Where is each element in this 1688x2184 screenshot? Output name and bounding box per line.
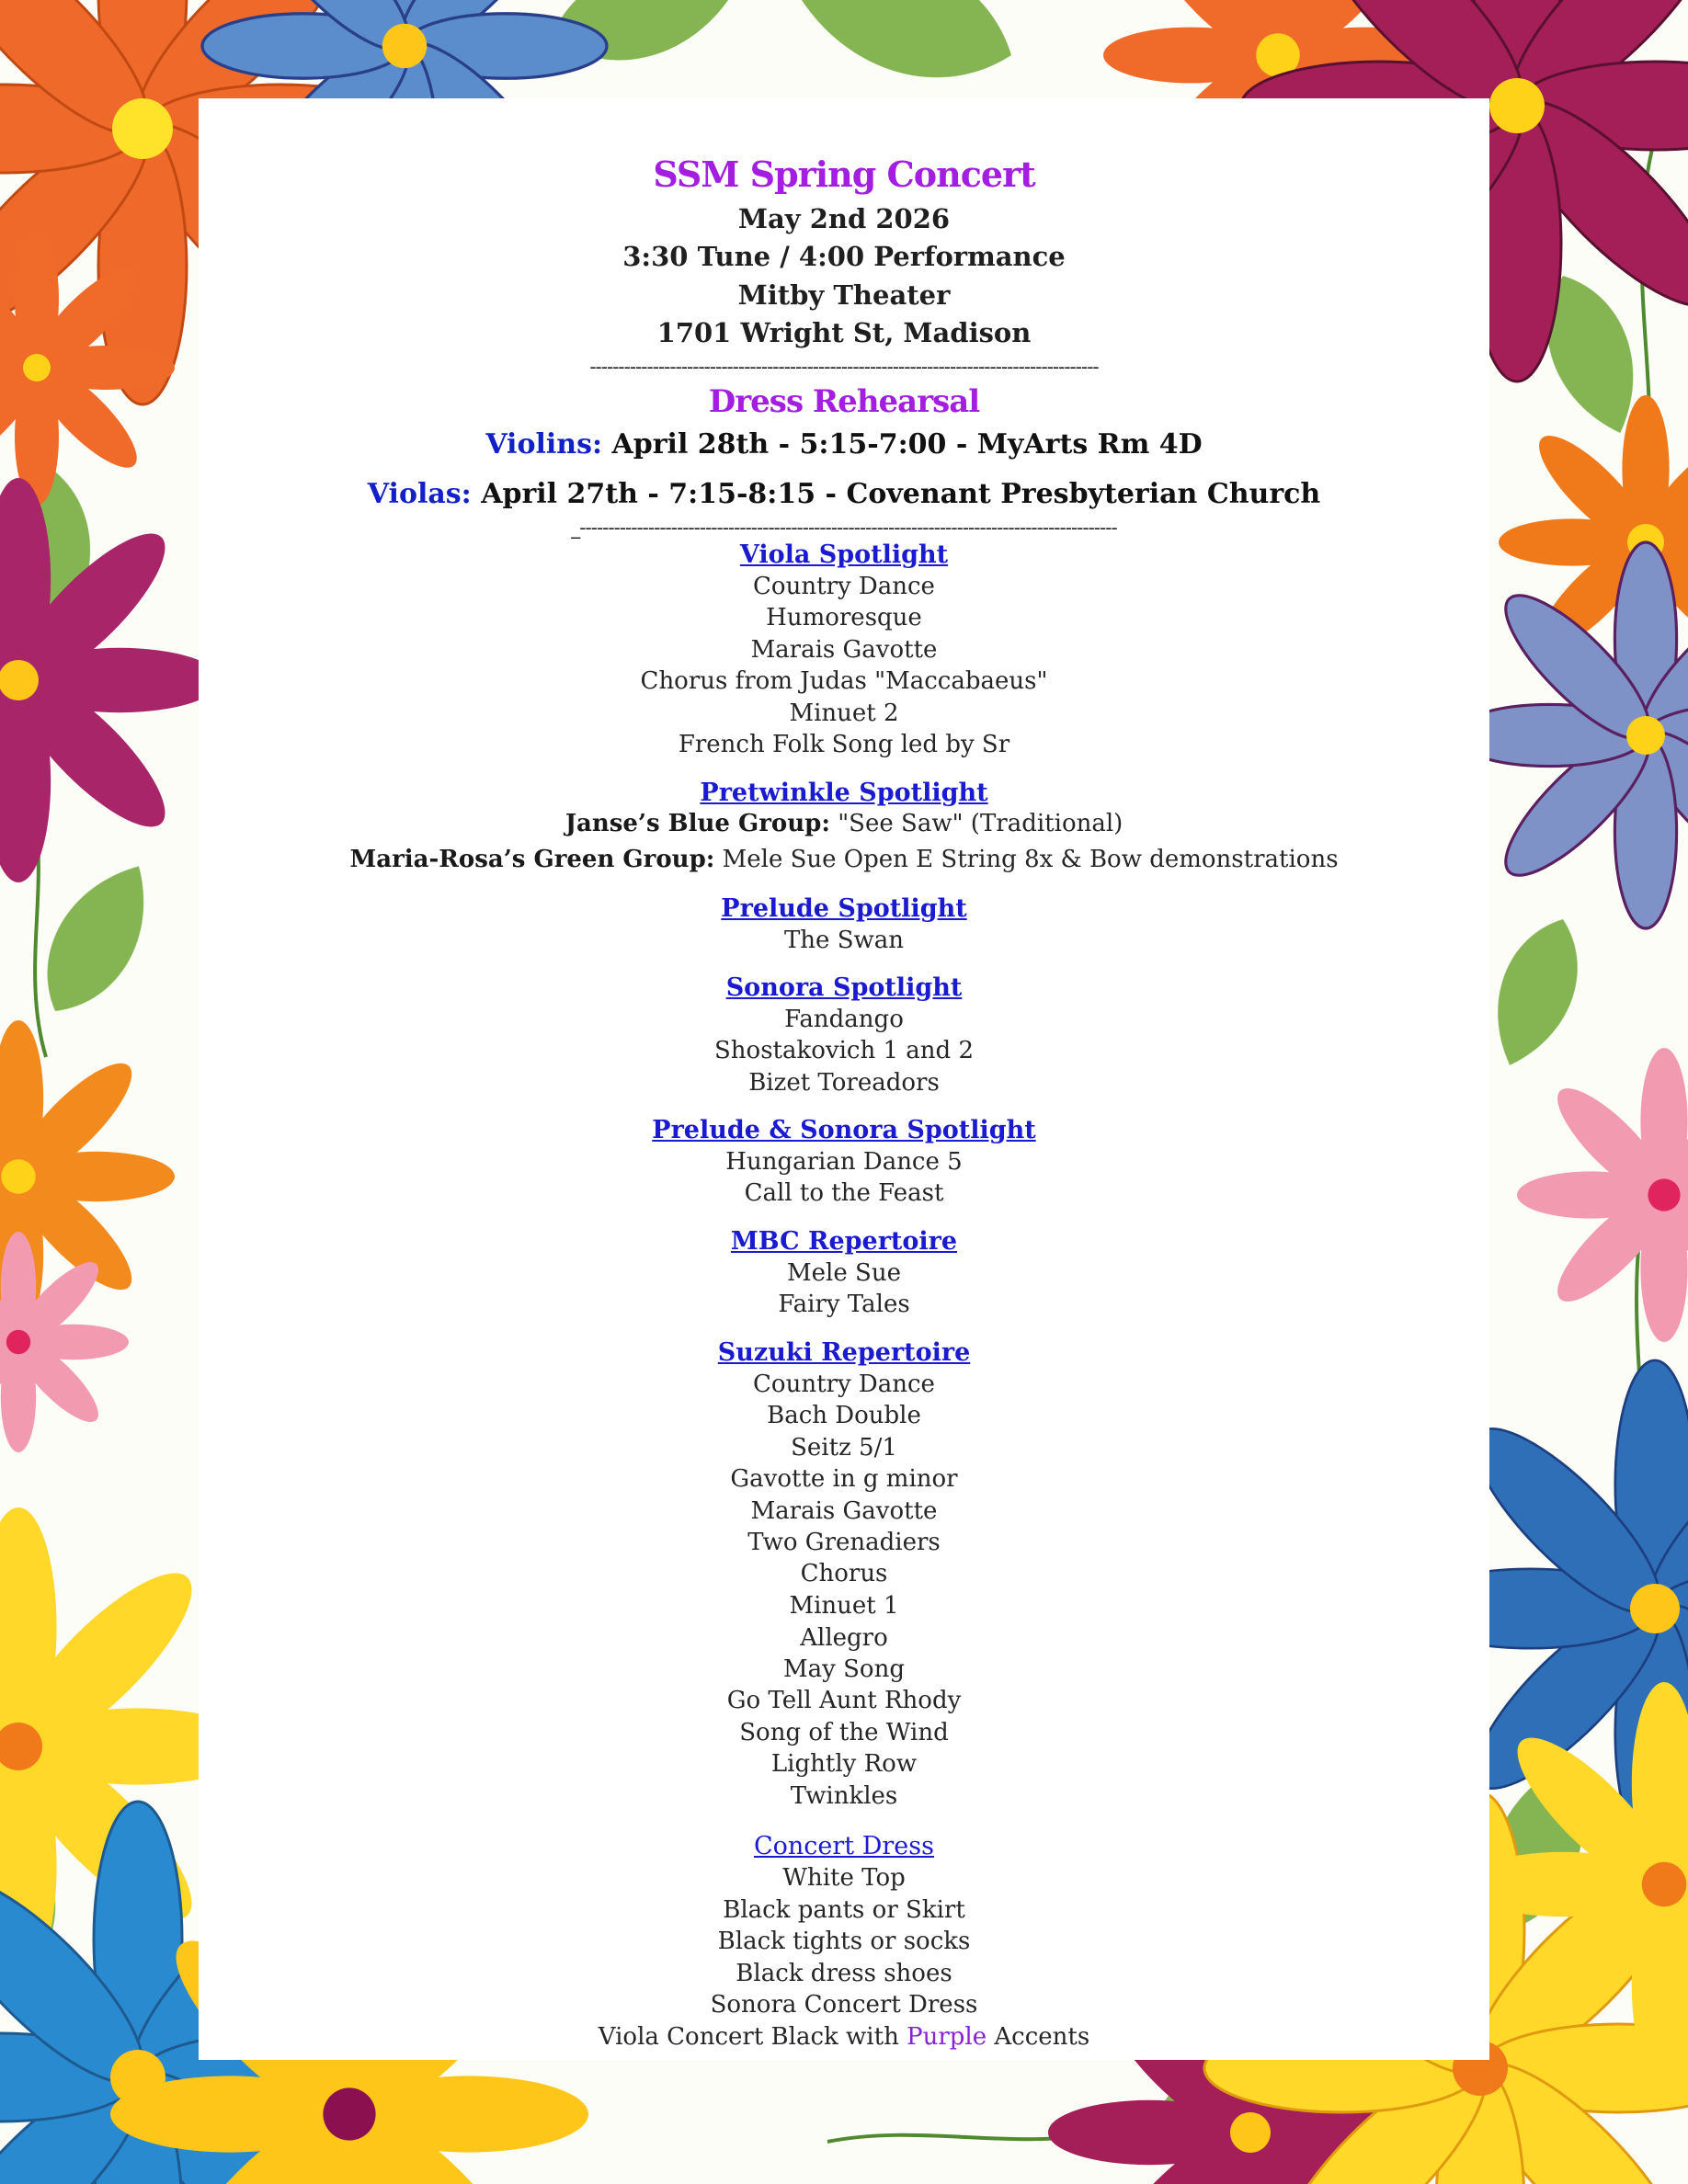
divider-2: _---------------------------------------------------------------------------------------------- xyxy=(571,517,1117,539)
list-item: May Song xyxy=(783,1655,905,1683)
rehearsal-title: Dress Rehearsal xyxy=(708,383,980,420)
list-item: Chorus from Judas "Maccabaeus" xyxy=(640,667,1048,695)
list-item: Country Dance xyxy=(753,573,935,600)
list-item: Minuet 2 xyxy=(789,700,899,727)
concert-venue: Mitby Theater xyxy=(737,279,951,311)
list-item: Country Dance xyxy=(753,1371,935,1398)
list-item: The Swan xyxy=(783,927,905,954)
concert-time: 3:30 Tune / 4:00 Performance xyxy=(622,241,1066,272)
viola-spotlight-heading[interactable]: Viola Spotlight xyxy=(739,540,949,569)
list-item: Seitz 5/1 xyxy=(791,1434,897,1462)
list-item xyxy=(199,2023,1489,2051)
green-group-label: Maria-Rosa’s Green Group: xyxy=(349,846,715,873)
violins-label: Violins: xyxy=(485,428,603,461)
blue-group-text: "See Saw" (Traditional) xyxy=(829,810,1123,837)
pretwinkle-blue-group xyxy=(199,810,1489,837)
list-item: Humoresque xyxy=(766,604,922,631)
rehearsal-violins xyxy=(199,428,1489,461)
mbc-repertoire-heading[interactable]: MBC Repertoire xyxy=(730,1227,958,1256)
concert-date: May 2nd 2026 xyxy=(737,203,951,234)
prelude-sonora-spotlight-heading[interactable]: Prelude & Sonora Spotlight xyxy=(652,1116,1036,1144)
prelude-spotlight-heading[interactable]: Prelude Spotlight xyxy=(721,894,967,923)
list-item: Black dress shoes xyxy=(736,1960,952,1987)
list-item: Twinkles xyxy=(790,1782,898,1810)
list-item: Chorus xyxy=(800,1560,888,1587)
list-item: Call to the Feast xyxy=(744,1179,944,1207)
suzuki-repertoire-heading[interactable]: Suzuki Repertoire xyxy=(717,1338,971,1367)
blue-group-label: Janse’s Blue Group: xyxy=(565,810,830,837)
list-item: Bizet Toreadors xyxy=(748,1069,940,1097)
flyer-card xyxy=(199,98,1489,2060)
divider-1: ----------------------------------------------------------------------------------------- xyxy=(589,356,1099,378)
pretwinkle-green-group xyxy=(199,846,1489,873)
list-item: Sonora Concert Dress xyxy=(710,1991,978,2019)
purple-accent-word: Purple xyxy=(907,2023,987,2051)
list-item: Minuet 1 xyxy=(789,1592,899,1620)
list-item: Marais Gavotte xyxy=(750,1497,938,1525)
list-item: Lightly Row xyxy=(770,1750,918,1778)
concert-address: 1701 Wright St, Madison xyxy=(656,317,1032,348)
list-item: Shostakovich 1 and 2 xyxy=(714,1037,974,1064)
list-item: Mele Sue xyxy=(787,1259,901,1287)
green-group-text: Mele Sue Open E String 8x & Bow demonstrations xyxy=(714,846,1339,873)
list-item: French Folk Song led by Sr xyxy=(678,731,1010,758)
viola-dress-pre: Viola Concert Black with xyxy=(598,2023,907,2051)
pretwinkle-spotlight-heading[interactable]: Pretwinkle Spotlight xyxy=(700,779,988,807)
list-item: Bach Double xyxy=(767,1402,921,1429)
list-item: White Top xyxy=(782,1864,906,1892)
list-item: Go Tell Aunt Rhody xyxy=(726,1687,962,1714)
list-item: Song of the Wind xyxy=(739,1719,949,1746)
violas-label: Violas: xyxy=(367,478,472,510)
concert-title: SSM Spring Concert xyxy=(653,154,1035,195)
list-item: Gavotte in g minor xyxy=(730,1465,958,1493)
list-item: Allegro xyxy=(800,1624,888,1652)
violins-text: April 28th - 5:15-7:00 - MyArts Rm 4D xyxy=(611,428,1203,461)
sonora-spotlight-heading[interactable]: Sonora Spotlight xyxy=(725,973,963,1002)
list-item: Fandango xyxy=(784,1006,904,1033)
violas-text: April 27th - 7:15-8:15 - Covenant Presbyterian Church xyxy=(481,478,1321,510)
rehearsal-violas xyxy=(199,478,1489,510)
list-item: Two Grenadiers xyxy=(747,1529,941,1556)
list-item: Black tights or socks xyxy=(717,1928,971,1955)
list-item: Black pants or Skirt xyxy=(723,1896,965,1924)
viola-dress-post: Accents xyxy=(987,2023,1090,2051)
list-item: Hungarian Dance 5 xyxy=(725,1148,963,1176)
list-item: Fairy Tales xyxy=(778,1291,910,1318)
list-item: Marais Gavotte xyxy=(750,636,938,664)
concert-dress-heading[interactable]: Concert Dress xyxy=(754,1832,934,1860)
